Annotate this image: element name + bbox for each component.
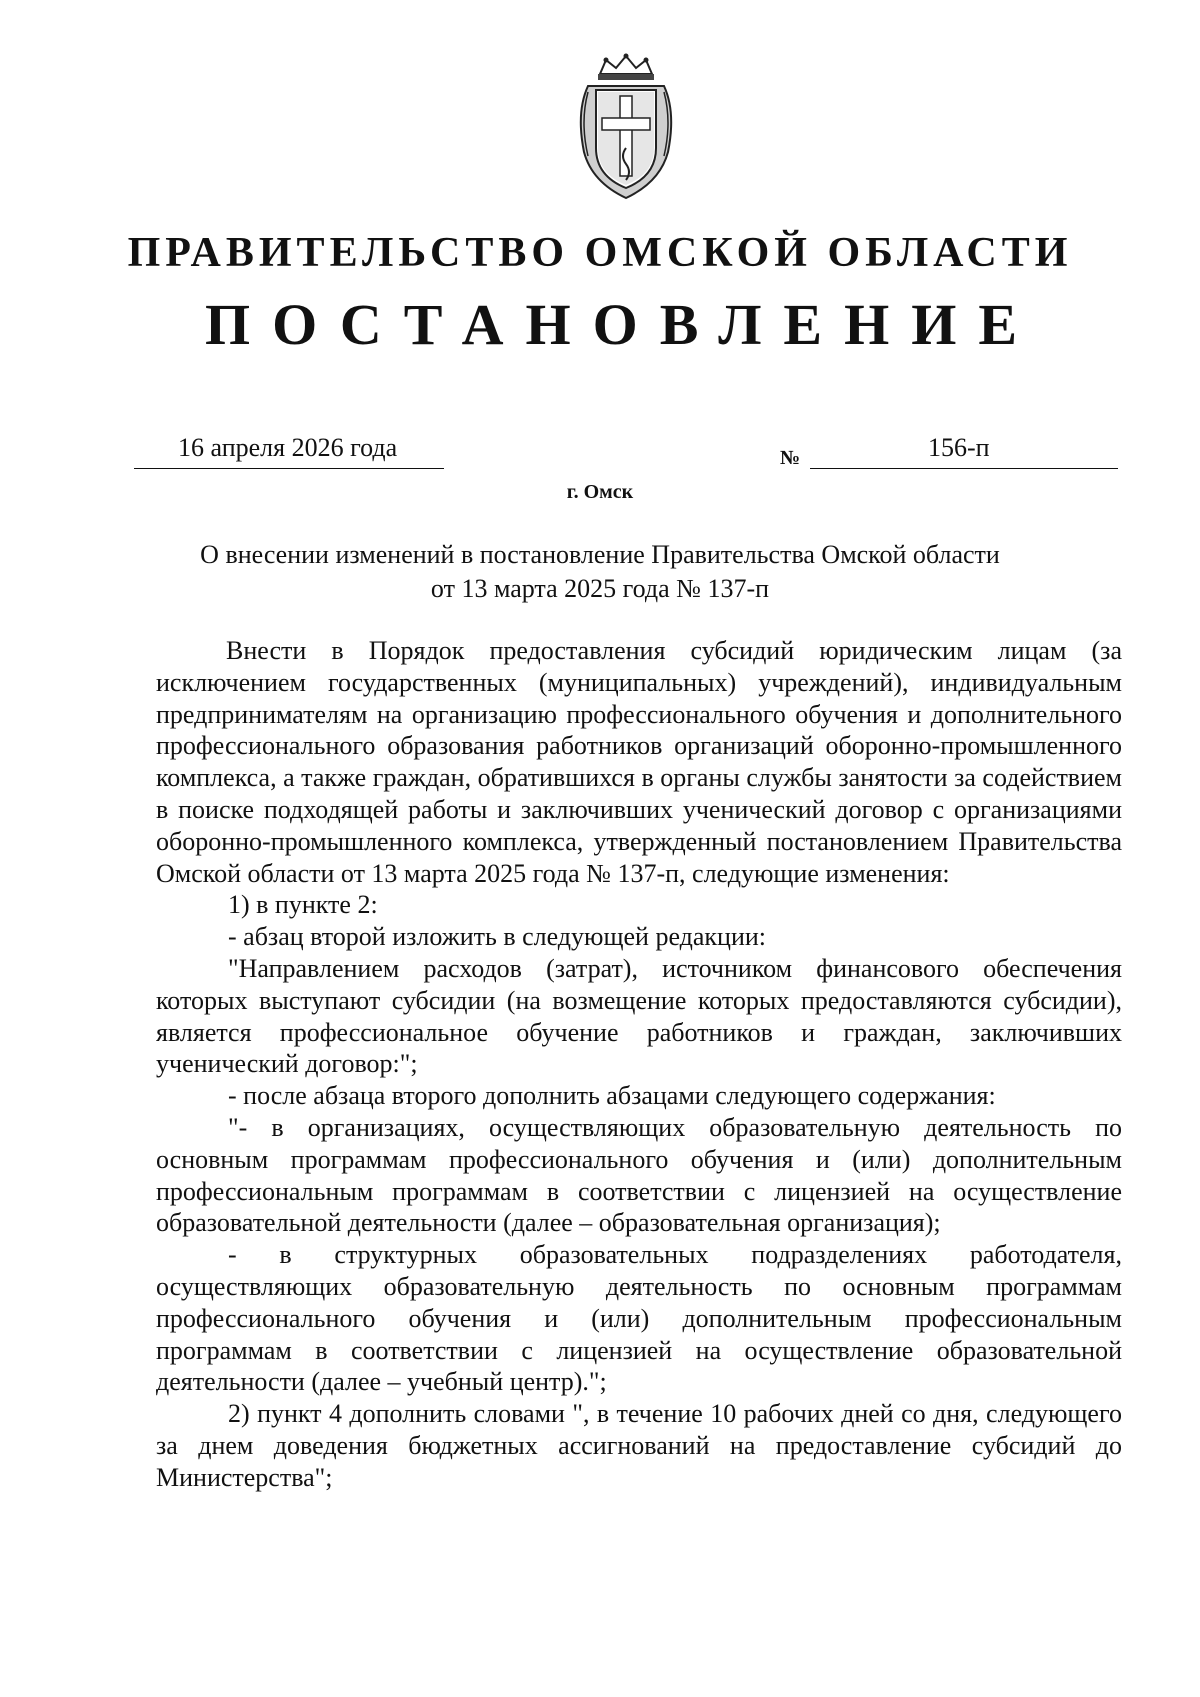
- subject-line-2: от 13 марта 2025 года № 137-п: [430, 574, 770, 603]
- document-body: [156, 635, 1122, 1494]
- body-paragraph: "- в организациях, осуществляющих образовательную деятельность по основным программам профессионального обучения и (или) дополнительным профессиональным программам в соответствии с лицензией на осуществление образовательной деятельности (далее – образовательная организация);: [156, 1112, 1122, 1238]
- government-name: ПРАВИТЕЛЬСТВО ОМСКОЙ ОБЛАСТИ: [127, 230, 1073, 276]
- document-number: 156-п: [928, 433, 990, 462]
- document-type-heading: ПОСТАНОВЛЕНИЕ: [204, 292, 1040, 357]
- body-paragraph: 1) в пункте 2:: [228, 890, 378, 920]
- subject-line-1: О внесении изменений в постановление Правительства Омской области: [200, 540, 1000, 569]
- issuing-city: г. Омск: [566, 481, 634, 503]
- body-paragraph: - в структурных образовательных подразделениях работодателя, осуществляющих образовательную деятельность по основным программам профессионального обучения и (или) дополнительным профессиональным программам в соответствии с лицензией на осуществление образовательной деятельности (далее – учебный центр).";: [156, 1240, 1122, 1397]
- body-paragraph: 2) пункт 4 дополнить словами ", в течение 10 рабочих дней со дня, следующего за днем доведения бюджетных ассигнований на предоставление субсидий до Министерства";: [156, 1399, 1122, 1492]
- number-label: №: [780, 447, 801, 469]
- document-date-field: [134, 428, 444, 469]
- document-number-field: [810, 428, 1118, 469]
- document-date: 16 апреля 2026 года: [178, 433, 398, 462]
- omsk-region-coat-of-arms-icon: [566, 52, 686, 202]
- document-subject: [0, 538, 1200, 606]
- body-paragraph: - после абзаца второго дополнить абзацами следующего содержания:: [228, 1081, 996, 1111]
- body-paragraph: Внести в Порядок предоставления субсидий юридическим лицам (за исключением государственных (муниципальных) учреждений), индивидуальным предпринимателям на организацию профессионального обучения и дополнительного профессионального образования работников организаций оборонно-промышленного комплекса, а также граждан, обратившихся в органы службы занятости за содействием в поиске подходящей работы и заключивших ученический договор с организациями оборонно-промышленного комплекса, утвержденный постановлением Правительства Омской области от 13 марта 2025 года № 137-п, следующие изменения:: [156, 636, 1122, 888]
- body-paragraph: - абзац второй изложить в следующей редакции:: [228, 922, 767, 952]
- body-paragraph: "Направлением расходов (затрат), источником финансового обеспечения которых выступают субсидии (на возмещение которых предоставляются субсидии), является профессиональное обучение работников и граждан, заключивших ученический договор:";: [156, 953, 1122, 1079]
